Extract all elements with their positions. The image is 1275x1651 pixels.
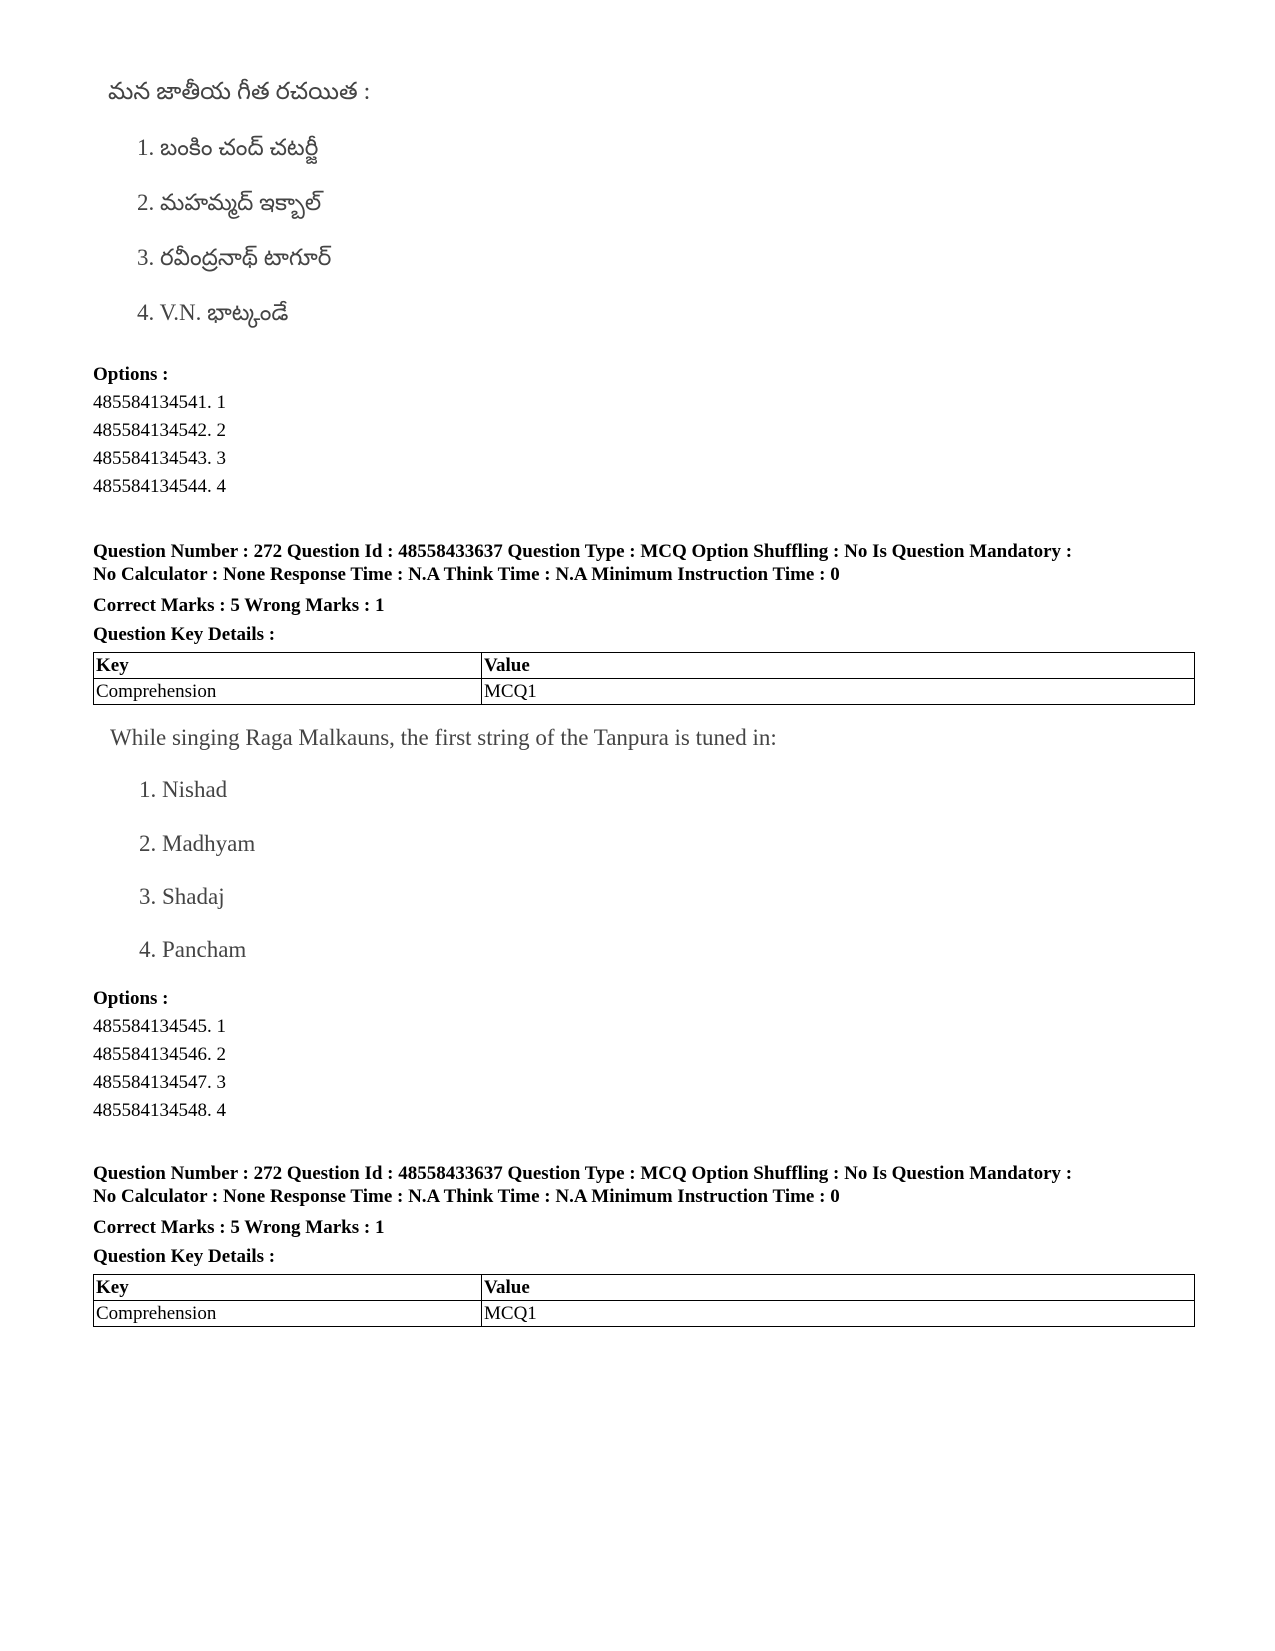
question-key-table-1 xyxy=(93,652,1195,705)
question-2-stem: While singing Raga Malkauns, the first string of the Tanpura is tuned in: xyxy=(110,725,777,750)
question-meta-1-key-details: Question Key Details : xyxy=(93,624,276,645)
table-row xyxy=(94,1301,1195,1327)
table-cell-key: Comprehension xyxy=(94,679,482,705)
table-cell-value: MCQ1 xyxy=(482,679,1195,705)
question-meta-2-line2: No Calculator : None Response Time : N.A Think Time : N.A Minimum Instruction Time : 0 xyxy=(93,1186,840,1207)
question-2-option-3: 485584134547. 3 xyxy=(93,1072,226,1093)
table-row xyxy=(94,679,1195,705)
question-1-choice-3: 3. రవీంద్రనాథ్ టాగూర్ xyxy=(137,245,332,270)
question-2-options-label: Options : xyxy=(93,988,169,1009)
question-2-option-1: 485584134545. 1 xyxy=(93,1016,226,1037)
question-meta-2-key-details: Question Key Details : xyxy=(93,1246,276,1267)
question-1-options-label: Options : xyxy=(93,364,169,385)
question-1-image xyxy=(108,78,708,348)
question-key-table-2 xyxy=(93,1274,1195,1327)
question-1-choice-4: 4. V.N. భాట్కండే xyxy=(137,300,289,325)
question-2-choice-4: 4. Pancham xyxy=(139,937,247,962)
table-header-row xyxy=(94,653,1195,679)
question-1-choice-2: 2. మహమ్మద్ ఇక్బాల్ xyxy=(137,190,322,215)
question-2-choice-2: 2. Madhyam xyxy=(139,831,256,856)
question-1-choice-1: 1. బంకిం చంద్ చటర్జీ xyxy=(137,135,319,160)
question-1-stem: మన జాతీయ గీత రచయిత : xyxy=(108,79,371,105)
table-cell-key: Comprehension xyxy=(94,1301,482,1327)
question-2-image xyxy=(110,725,930,962)
question-1-option-2: 485584134542. 2 xyxy=(93,420,226,441)
table-header-row xyxy=(94,1275,1195,1301)
question-meta-1 xyxy=(93,540,1193,586)
table-header-value: Value xyxy=(482,653,1195,679)
question-meta-1-line2: No Calculator : None Response Time : N.A Think Time : N.A Minimum Instruction Time : 0 xyxy=(93,564,840,585)
question-2-option-4: 485584134548. 4 xyxy=(93,1100,226,1121)
question-meta-2-marks: Correct Marks : 5 Wrong Marks : 1 xyxy=(93,1217,385,1238)
question-1-option-4: 485584134544. 4 xyxy=(93,476,226,497)
question-1-option-1: 485584134541. 1 xyxy=(93,392,226,413)
question-meta-2-line1: Question Number : 272 Question Id : 48558433637 Question Type : MCQ Option Shuffling : No Is Question Mandatory : xyxy=(93,1163,1073,1184)
question-1-option-3: 485584134543. 3 xyxy=(93,448,226,469)
question-meta-1-marks: Correct Marks : 5 Wrong Marks : 1 xyxy=(93,595,385,616)
question-2-choice-3: 3. Shadaj xyxy=(139,884,225,909)
question-2-option-2: 485584134546. 2 xyxy=(93,1044,226,1065)
question-2-choice-1: 1. Nishad xyxy=(139,777,228,802)
table-header-key: Key xyxy=(94,653,482,679)
table-cell-value: MCQ1 xyxy=(482,1301,1195,1327)
table-header-value: Value xyxy=(482,1275,1195,1301)
table-header-key: Key xyxy=(94,1275,482,1301)
question-meta-2 xyxy=(93,1162,1193,1208)
question-meta-1-line1: Question Number : 272 Question Id : 48558433637 Question Type : MCQ Option Shuffling : No Is Question Mandatory : xyxy=(93,541,1073,562)
